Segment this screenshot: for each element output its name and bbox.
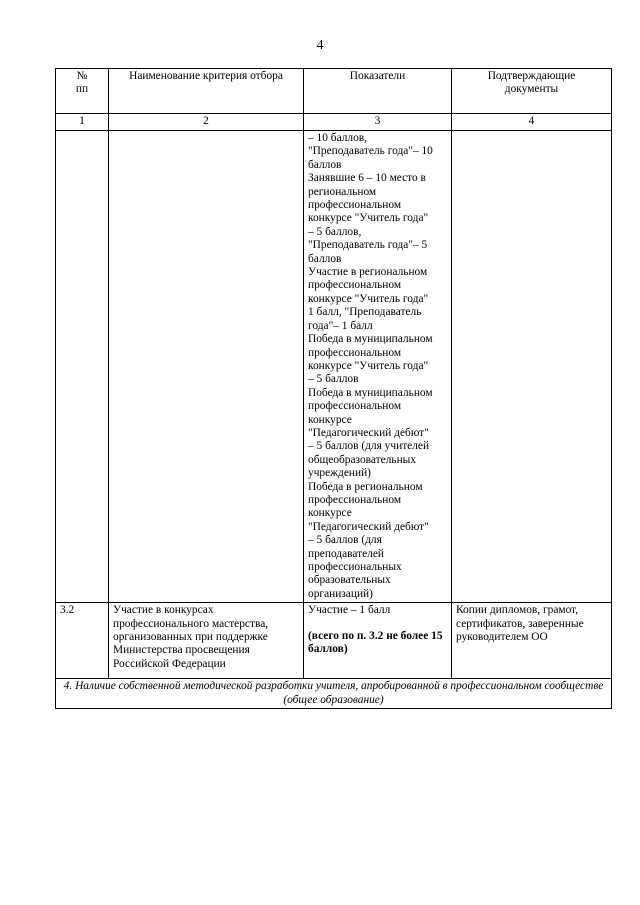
indicator-line: Занявшие 6 – 10 место в xyxy=(308,172,426,185)
row-number: 3.2 xyxy=(56,603,109,679)
indicator-line: профессиональном xyxy=(308,279,402,292)
indicator-line: – 10 баллов, xyxy=(308,132,368,144)
indicator-line: "Педагогический дебют" xyxy=(308,426,429,439)
indicator-line: конкурсе "Учитель года" xyxy=(308,212,429,225)
indicator-line: конкурсе xyxy=(308,413,352,426)
indicator-line: профессиональном xyxy=(308,346,402,359)
indicator-line: Победа в региональном xyxy=(308,480,423,493)
indicator-line: 1 балл, "Преподаватель xyxy=(308,306,422,319)
continued-indicators-cell xyxy=(304,131,452,603)
criteria-table xyxy=(55,68,612,709)
header-indicators: Показатели xyxy=(304,69,452,114)
header-documents: Подтверждающие документы xyxy=(452,69,612,114)
indicator-line: Победа в муниципальном xyxy=(308,386,433,399)
indicator-cell xyxy=(304,603,452,679)
indicator-line: учреждений) xyxy=(308,467,371,480)
column-number: 4 xyxy=(452,114,612,131)
indicator-line: Победа в муниципальном xyxy=(308,333,433,346)
column-number: 1 xyxy=(56,114,109,131)
indicator-line: конкурсе "Учитель года" xyxy=(308,292,429,305)
header-number: № пп xyxy=(56,69,109,114)
indicator-line: "Преподаватель года"– 5 xyxy=(308,239,428,252)
cell-empty xyxy=(109,131,304,603)
indicator-line: – 5 баллов, xyxy=(308,225,362,238)
section-heading-row xyxy=(56,679,612,709)
indicator-line: преподавателей xyxy=(308,547,385,560)
section-4-title: 4. Наличие собственной методической разработки учителя, апробированной в профессиональном сообществе (общее образование) xyxy=(56,679,612,709)
indicator-line: Участие в региональном xyxy=(308,266,428,279)
indicator-line: профессиональном xyxy=(308,199,402,212)
documents-text: Копии дипломов, грамот, сертификатов, заверенные руководителем ОО xyxy=(452,603,612,679)
indicator-line: баллов xyxy=(308,158,342,171)
cell-empty xyxy=(452,131,612,603)
indicator-line: образовательных xyxy=(308,574,391,587)
indicator-line: организаций) xyxy=(308,587,373,600)
criterion-text: Участие в конкурсах профессионального мастерства, организованных при поддержке Министерства просвещения Российской Федерации xyxy=(109,603,304,679)
indicator-line: – 5 баллов xyxy=(308,373,359,386)
indicator-text: Участие – 1 балл xyxy=(308,604,391,617)
continued-row xyxy=(56,131,612,603)
indicator-line: профессиональных xyxy=(308,561,402,573)
indicator-line: общеобразовательных xyxy=(308,453,417,466)
indicator-line: года"– 1 балл xyxy=(308,319,373,332)
indicator-total: (всего по п. 3.2 не более 15 баллов) xyxy=(308,629,443,656)
indicator-line: профессиональном xyxy=(308,493,402,506)
page-number: 4 xyxy=(316,38,324,53)
indicator-line: региональном xyxy=(308,185,377,198)
cell-empty xyxy=(56,131,109,603)
table-row xyxy=(56,603,612,679)
column-number: 3 xyxy=(304,114,452,131)
column-number: 2 xyxy=(109,114,304,131)
indicator-line: конкурсе "Учитель года" xyxy=(308,359,429,372)
indicator-line: "Педагогический дебют" xyxy=(308,520,429,533)
indicator-line: профессиональном xyxy=(308,400,402,413)
indicator-line: – 5 баллов (для учителей xyxy=(308,440,430,453)
indicator-line: – 5 баллов (для xyxy=(308,534,382,547)
indicator-line: "Преподаватель года"– 10 xyxy=(308,145,433,158)
indicator-line: конкурсе xyxy=(308,507,352,520)
header-criterion: Наименование критерия отбора xyxy=(109,69,304,114)
column-number-row xyxy=(56,114,612,131)
table-header-row xyxy=(56,69,612,114)
indicator-line: баллов xyxy=(308,252,342,265)
